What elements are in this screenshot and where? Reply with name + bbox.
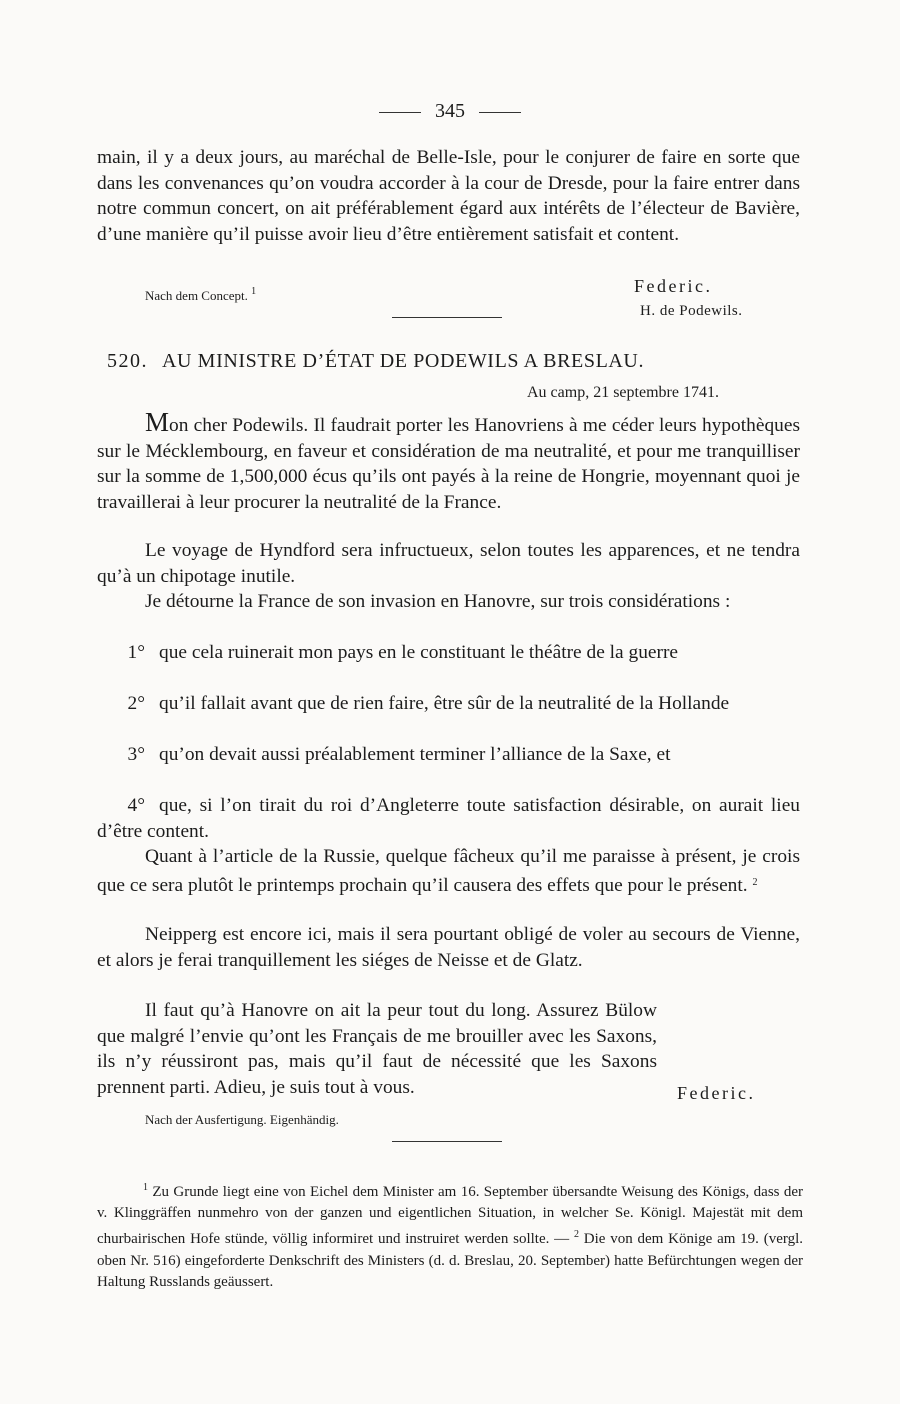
letter-paragraph-3: Je détourne la France de son invasion en Hanovre, sur trois considérations : — [145, 591, 731, 612]
section-divider — [392, 317, 502, 318]
drop-cap: M — [145, 407, 170, 437]
first-letter-source: Nach dem Concept. $^1$ — [145, 286, 257, 303]
letter-paragraph-2: Le voyage de Hyndford sera infructueux, selon toutes les apparences, et ne tendra qu’à un chipotage inutile. — [97, 540, 800, 587]
footnote-2-mark: 2 — [573, 1229, 579, 1241]
list-item-1: 1° que cela ruinerait mon pays en le constituant le théâtre de la guerre — [127, 642, 679, 663]
letter-source: Nach der Ausfertigung. Eigenhändig. — [145, 1112, 339, 1127]
list-item-2: 2° qu’il fallait avant que de rien faire, être sûr de la neutralité de la Hollande — [127, 693, 730, 714]
first-letter-countersign: H. de Podewils. — [640, 303, 743, 319]
letter-paragraph-5: Neipperg est encore ici, mais il sera pourtant obligé de voler au secours de Vienne, et alors je ferai tranquillement les siéges de Neisse et de Glatz. — [97, 924, 800, 971]
letter-signature: Federic. — [677, 1083, 756, 1103]
footnote-mark: 1 — [251, 286, 257, 297]
page-number: 345 — [0, 100, 900, 123]
page-number-dash-left — [379, 112, 421, 113]
letter-paragraph-4: Quant à l’article de la Russie, quelque fâcheux qu’il me paraisse à présent, je crois que ce sera plutôt le printemps prochain qu’il causera des effets que pour le présent. $^2$ — [97, 846, 800, 896]
page-number-dash-right — [479, 112, 521, 113]
footnote-1: Zu Grunde liegt eine von Eichel dem Minister am 16. September übersandte Weisung des Königs, dass der v. Klinggräffen nunmehro von der ganzen und eigentlichen Situation, in welcher Se. Königl. Majestät mit dem churbairischen Hofe stünde, völlig informiret und instruiret werden sollte. — — [97, 1184, 804, 1248]
top-paragraph: main, il y a deux jours, au maréchal de Belle-Isle, pour le conjurer de faire en sorte que dans les convenances qu’on voudra accorder à la cour de Dresde, pour la faire entrer dans notre commun concert, on ait préférablement égard aux intérêts de l’électeur de Bavière, d’une manière qu’il puisse avoir lieu d’être entièrement satisfait et content. — [97, 147, 800, 245]
footnote-divider — [392, 1141, 502, 1142]
footnote-mark: 2 — [752, 876, 758, 888]
letter-title: AU MINISTRE D’ÉTAT DE PODEWILS A BRESLAU. — [162, 350, 645, 372]
letter-number: 520. — [107, 350, 148, 372]
letter-dateline: Au camp, 21 septembre 1741. — [527, 384, 719, 401]
footnote-1-mark: 1 — [143, 1182, 148, 1193]
letter-paragraph-1: Mon cher Podewils. Il faudrait porter les Hanovriens à me céder leurs hypothèques sur le Mécklembourg, en faveur et considération de ma neutralité, et pour me tranquilliser sur la somme de 1,500,000 écus qu’ils ont payés à la reine de Hongrie, moyennant quoi je travaillerai à leur procurer la neutralité de la France. — [97, 407, 800, 513]
first-letter-signature: Federic. — [634, 276, 713, 296]
list-item-4: 4° que, si l’on tirait du roi d’Angleterre toute satisfaction désirable, on aurait lieu d’être content. — [97, 795, 800, 842]
footnote-text — [97, 1177, 803, 1293]
letter-paragraph-6: Il faut qu’à Hanovre on ait la peur tout du long. Assurez Bülow que malgré l’envie qu’ont les Français de me brouiller avec les Saxons, ils n’y réussiront pas, mais qu’il faut de nécessité que les Saxons prennent parti. Adieu, je suis tout à vous. — [97, 1000, 657, 1098]
letter-heading — [107, 350, 807, 373]
footnote-2: Die von dem Könige am 19. (vergl. oben Nr. 516) eingeforderte Denkschrift des Ministers (d. d. Breslau, 20. September) hatte Befürchtungen wegen der Haltung Russlands geäussert. — [97, 1231, 804, 1290]
list-item-3: 3° qu’on devait aussi préalablement terminer l’alliance de la Saxe, et — [127, 744, 671, 765]
